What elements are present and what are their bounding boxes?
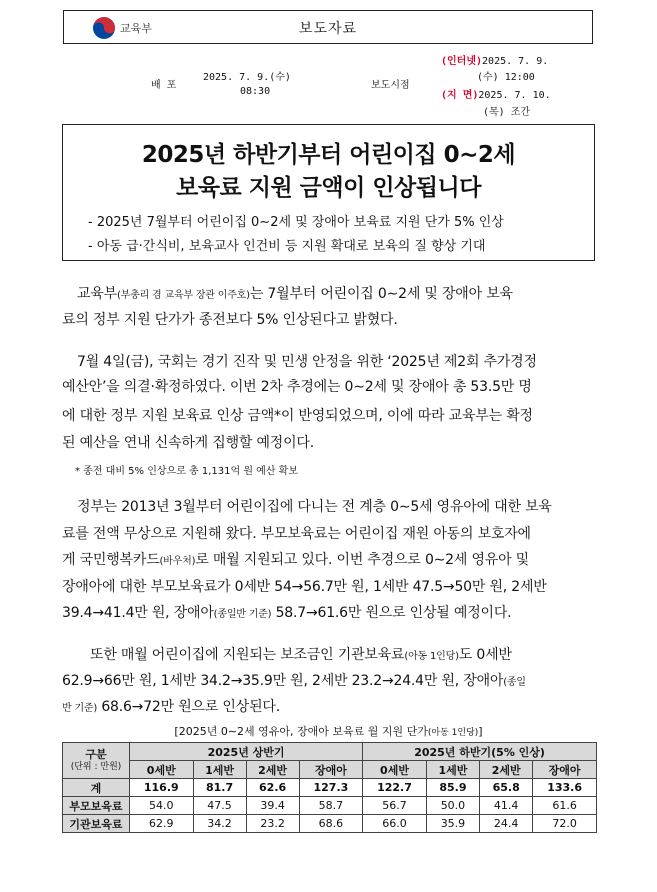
caption-end: ]	[478, 725, 483, 738]
table-cell: 62.9	[130, 815, 194, 833]
table-cell: 66.0	[363, 815, 427, 833]
embargo-paper-time: (목) 조간	[483, 107, 531, 118]
doc-type-title: 보도자료	[298, 21, 358, 37]
p3-fullday-note: (종일반 기준)	[213, 609, 272, 620]
p4-fullday-note-a: (종일	[503, 677, 526, 688]
table-caption	[0, 723, 657, 739]
paragraph-3-line-2: 료를 전액 무상으로 지원해 왔다. 부모보육료는 어린이집 재원 아동의 보호자에	[62, 526, 531, 542]
p4-text-2: 62.9→66만 원, 1세반 34.2→35.9만 원, 2세반 23.2→24.4만 원, 장애아	[62, 673, 504, 689]
row-label: 계	[63, 779, 130, 797]
p3-text: 게 국민행복카드	[62, 552, 160, 568]
p4-text-cont: 도 0세반	[458, 647, 512, 663]
p4-text: 또한 매월 어린이집에 지원되는 보조금인 기관보육료	[90, 647, 405, 663]
headline-box	[62, 124, 595, 261]
embargo-paper-date: 2025. 7. 10.	[478, 90, 551, 101]
headline-line-2: 보육료 지원 금액이 인상됩니다	[176, 175, 481, 201]
paragraph-3-line-1: 정부는 2013년 3월부터 어린이집에 다니는 전 계층 0∼5세 영유아에 대한 보육	[77, 499, 552, 515]
col-header: 0세반	[130, 761, 194, 779]
table-row	[63, 779, 597, 797]
table-column-header-row	[63, 761, 597, 779]
col-header: 1세반	[193, 761, 246, 779]
paragraph-2-line-4: 된 예산을 연내 신속하게 집행할 예정이다.	[62, 435, 315, 451]
paragraph-2-line-1: 7월 4일(금), 국회는 경기 진작 및 민생 안정을 위한 ‘2025년 제2회 추가경정	[77, 354, 537, 370]
embargo-label: 보도시점	[371, 80, 410, 91]
footnote: * 종전 대비 5% 인상으로 총 1,131억 원 예산 확보	[75, 466, 299, 477]
table-cell: 81.7	[193, 779, 246, 797]
col-header: 2세반	[246, 761, 299, 779]
col-header: 2세반	[480, 761, 533, 779]
table-cell: 41.4	[480, 797, 533, 815]
table-cell: 65.8	[480, 779, 533, 797]
table-cell: 39.4	[246, 797, 299, 815]
col-header: 장애아	[299, 761, 363, 779]
embargo-paper	[441, 86, 551, 101]
row-label: 기관보육료	[63, 815, 130, 833]
p1-text: 교육부	[77, 286, 117, 302]
table-cell: 24.4	[480, 815, 533, 833]
table-row	[63, 797, 597, 815]
p3-text-cont: 로 매월 지원되고 있다. 이번 추경으로 0∼2세 영유아 및	[195, 552, 530, 568]
caption-text: [2025년 0∼2세 영유아, 장애아 보육료 월 지원 단가	[174, 725, 428, 738]
corner-title: 구분	[85, 747, 107, 761]
paragraph-1-line-1	[77, 283, 513, 303]
p4-fullday-note-b: 반 기준)	[62, 703, 98, 714]
group-header-second-half: 2025년 하반기(5% 인상)	[363, 743, 597, 761]
embargo-internet-tag: (인터넷)	[441, 56, 483, 67]
subsidy-table	[62, 742, 597, 833]
table-cell: 133.6	[533, 779, 597, 797]
p3-text-5-cont: 58.7→61.6만 원으로 인상될 예정이다.	[271, 605, 512, 621]
table-cell: 50.0	[426, 797, 479, 815]
table-group-header-row	[63, 743, 597, 761]
col-header: 0세반	[363, 761, 427, 779]
embargo-paper-tag: (지 면)	[441, 90, 479, 101]
table-cell: 54.0	[130, 797, 194, 815]
distribution-label: 배 포	[151, 80, 177, 91]
table-cell: 23.2	[246, 815, 299, 833]
table-cell: 47.5	[193, 797, 246, 815]
caption-unit: (아동 1인당)	[427, 728, 479, 738]
table-cell: 116.9	[130, 779, 194, 797]
table-cell: 35.9	[426, 815, 479, 833]
p1-text-cont: 는 7월부터 어린이집 0∼2세 및 장애아 보육	[249, 286, 513, 302]
p4-per-child-note: (아동 1인당)	[404, 651, 459, 662]
group-header-first-half: 2025년 상반기	[130, 743, 363, 761]
table-cell: 62.6	[246, 779, 299, 797]
table-corner-cell	[63, 743, 130, 779]
embargo-internet	[441, 52, 548, 67]
table-cell: 34.2	[193, 815, 246, 833]
paragraph-2-line-3: 에 대한 정부 지원 보육료 인상 금액*이 반영되었으며, 이에 따라 교육부는 확정	[62, 408, 533, 424]
paragraph-3-line-4: 장애아에 대한 부모보육료가 0세반 54→56.7만 원, 1세반 47.5→50만 원, 2세반	[62, 579, 547, 595]
ministry-name: 교육부	[120, 22, 152, 35]
row-label: 부모보육료	[63, 797, 130, 815]
paragraph-1-line-2: 료의 정부 지원 단가가 종전보다 5% 인상된다고 밝혔다.	[62, 312, 398, 328]
paragraph-3-line-5	[62, 602, 511, 622]
p1-minister-note: (부총리 겸 교육부 장관 이주호)	[116, 290, 250, 301]
paragraph-3-line-3	[62, 549, 529, 569]
p3-text-5: 39.4→41.4만 원, 장애아	[62, 605, 214, 621]
subheadline-1: - 2025년 7월부터 어린이집 0∼2세 및 장애아 보육료 지원 단가 5% 인상	[88, 215, 504, 230]
table-cell: 127.3	[299, 779, 363, 797]
embargo-internet-time: (수) 12:00	[477, 72, 535, 83]
subheadline-2: - 아동 급·간식비, 보육교사 인건비 등 지원 확대로 보육의 질 향상 기대	[88, 239, 486, 254]
table-cell: 85.9	[426, 779, 479, 797]
embargo-internet-date: 2025. 7. 9.	[482, 56, 549, 67]
table-cell: 58.7	[299, 797, 363, 815]
table-cell: 72.0	[533, 815, 597, 833]
distribution-date: 2025. 7. 9.(수)	[203, 72, 291, 83]
paragraph-4-line-1	[90, 644, 512, 664]
document-header	[63, 10, 593, 44]
paragraph-4-line-2	[62, 670, 526, 690]
corner-unit: (단위 : 만원)	[70, 761, 122, 772]
table-cell: 122.7	[363, 779, 427, 797]
table-cell: 56.7	[363, 797, 427, 815]
paragraph-2-line-2: 예산안’을 의결·확정하였다. 이번 2차 추경에는 0∼2세 및 장애아 총 53.5만 명	[62, 379, 532, 395]
table-row	[63, 815, 597, 833]
table-cell: 61.6	[533, 797, 597, 815]
table-cell: 68.6	[299, 815, 363, 833]
col-header: 1세반	[426, 761, 479, 779]
p3-voucher-note: (바우처)	[159, 556, 196, 567]
col-header: 장애아	[533, 761, 597, 779]
paragraph-4-line-3	[62, 696, 280, 716]
headline-line-1: 2025년 하반기부터 어린이집 0∼2세	[141, 142, 516, 168]
distribution-time: 08:30	[240, 86, 271, 97]
p4-text-3: 68.6→72만 원으로 인상된다.	[97, 699, 280, 715]
